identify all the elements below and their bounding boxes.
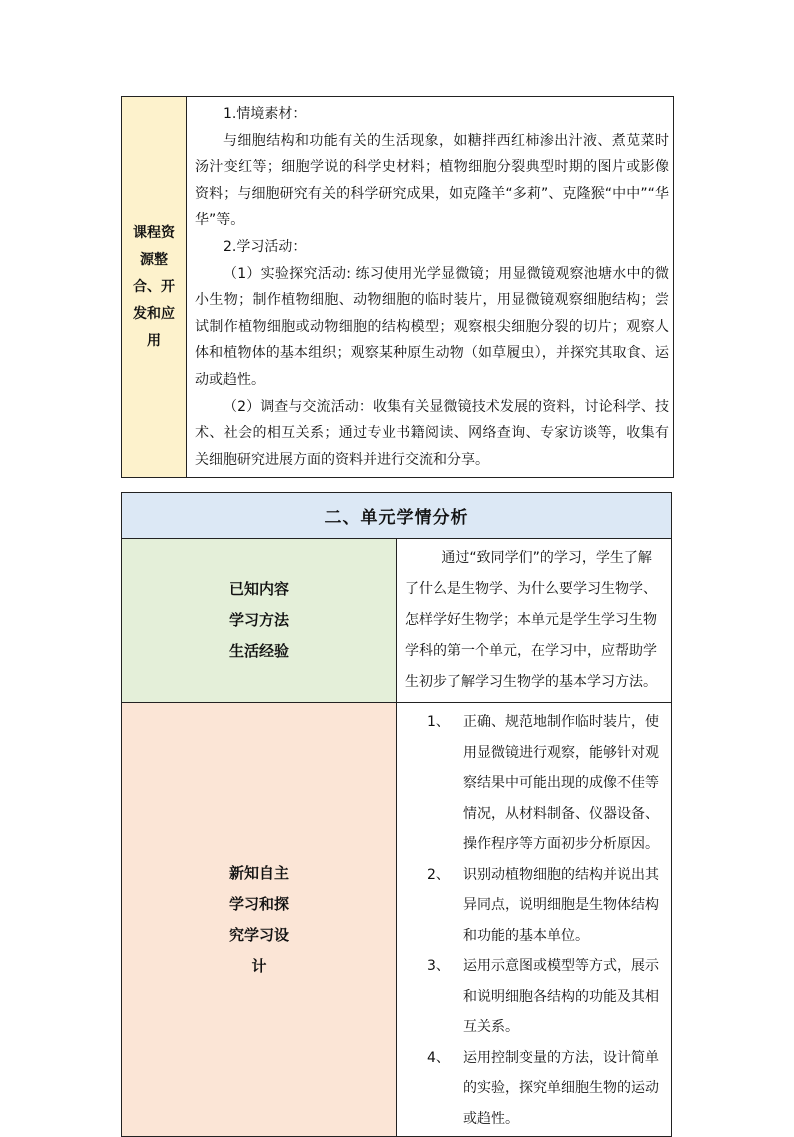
known-label-line: 生活经验 xyxy=(228,642,289,660)
resources-content xyxy=(187,97,674,478)
new-label: 新知自主学习和探究学习设计 xyxy=(228,863,289,975)
analysis-table xyxy=(121,492,672,1137)
list-item-number: 2、 xyxy=(427,866,450,883)
list-item xyxy=(427,951,665,1043)
known-label-line: 已知内容 xyxy=(228,580,289,598)
resources-label-cell xyxy=(122,97,187,478)
known-content xyxy=(397,539,672,703)
list-item-number: 4、 xyxy=(427,1049,450,1066)
list-item xyxy=(427,707,665,860)
list-item-text: 运用控制变量的方法，设计简单的实验，探究单细胞生物的运动或趋性。 xyxy=(463,1049,659,1127)
resources-paragraph: 与细胞结构和功能有关的生活现象，如糖拌西红柿渗出汁液、煮苋菜时汤汁变红等；细胞学说的科学史材料；植物细胞分裂典型时期的图片或影像资料；与细胞研究有关的科学研究成果，如克隆羊“多莉”、克隆猴“中中”“华华”等。 xyxy=(195,132,669,229)
list-item-text: 正确、规范地制作临时装片，使用显微镜进行观察，能够针对观察结果中可能出现的成像不佳等情况，从材料制备、仪器设备、操作程序等方面初步分析原因。 xyxy=(463,714,659,852)
resources-paragraph: （1）实验探究活动: 练习使用光学显微镜；用显微镜观察池塘水中的微小生物；制作植物细胞、动物细胞的临时装片，用显微镜观察细胞结构；尝试制作植物细胞或动物细胞的结构模型；观察根尖细胞分裂的切片；观察人体和植物体的基本组织；观察某种原生动物（如草履虫），并探究其取食、运动或趋性。 xyxy=(195,265,669,388)
known-label-line: 学习方法 xyxy=(228,611,289,629)
resources-label: 课程资源整合、开发和应用 xyxy=(133,224,175,349)
resources-paragraph: 2.学习活动： xyxy=(223,238,307,255)
known-text: 通过“致同学们”的学习，学生了解了什么是生物学、为什么要学习生物学、怎样学好生物学；本单元是学生学习生物学科的第一个单元，在学习中，应帮助学生初步了解学习生物学的基本学习方法。 xyxy=(405,550,657,690)
list-item xyxy=(427,860,665,952)
new-label-cell xyxy=(122,703,397,1137)
resources-paragraph: 1.情境素材： xyxy=(223,106,307,122)
list-item-number: 1、 xyxy=(427,714,450,730)
new-items-list xyxy=(397,703,672,1137)
list-item-number: 3、 xyxy=(427,958,450,974)
resources-table xyxy=(121,96,674,478)
list-item-text: 识别动植物细胞的结构并说出其异同点，说明细胞是生物体结构和功能的基本单位。 xyxy=(463,866,659,944)
section-title: 二、单元学情分析 xyxy=(122,493,672,539)
list-item-text: 运用示意图或模型等方式，展示和说明细胞各结构的功能及其相互关系。 xyxy=(463,958,659,1035)
resources-paragraph: （2）调查与交流活动：收集有关显微镜技术发展的资料，讨论科学、技术、社会的相互关系；通过专业书籍阅读、网络查询、专家访谈等，收集有关细胞研究进展方面的资料并进行交流和分享。 xyxy=(195,398,669,468)
known-label-cell xyxy=(122,539,397,703)
list-item xyxy=(427,1043,665,1135)
